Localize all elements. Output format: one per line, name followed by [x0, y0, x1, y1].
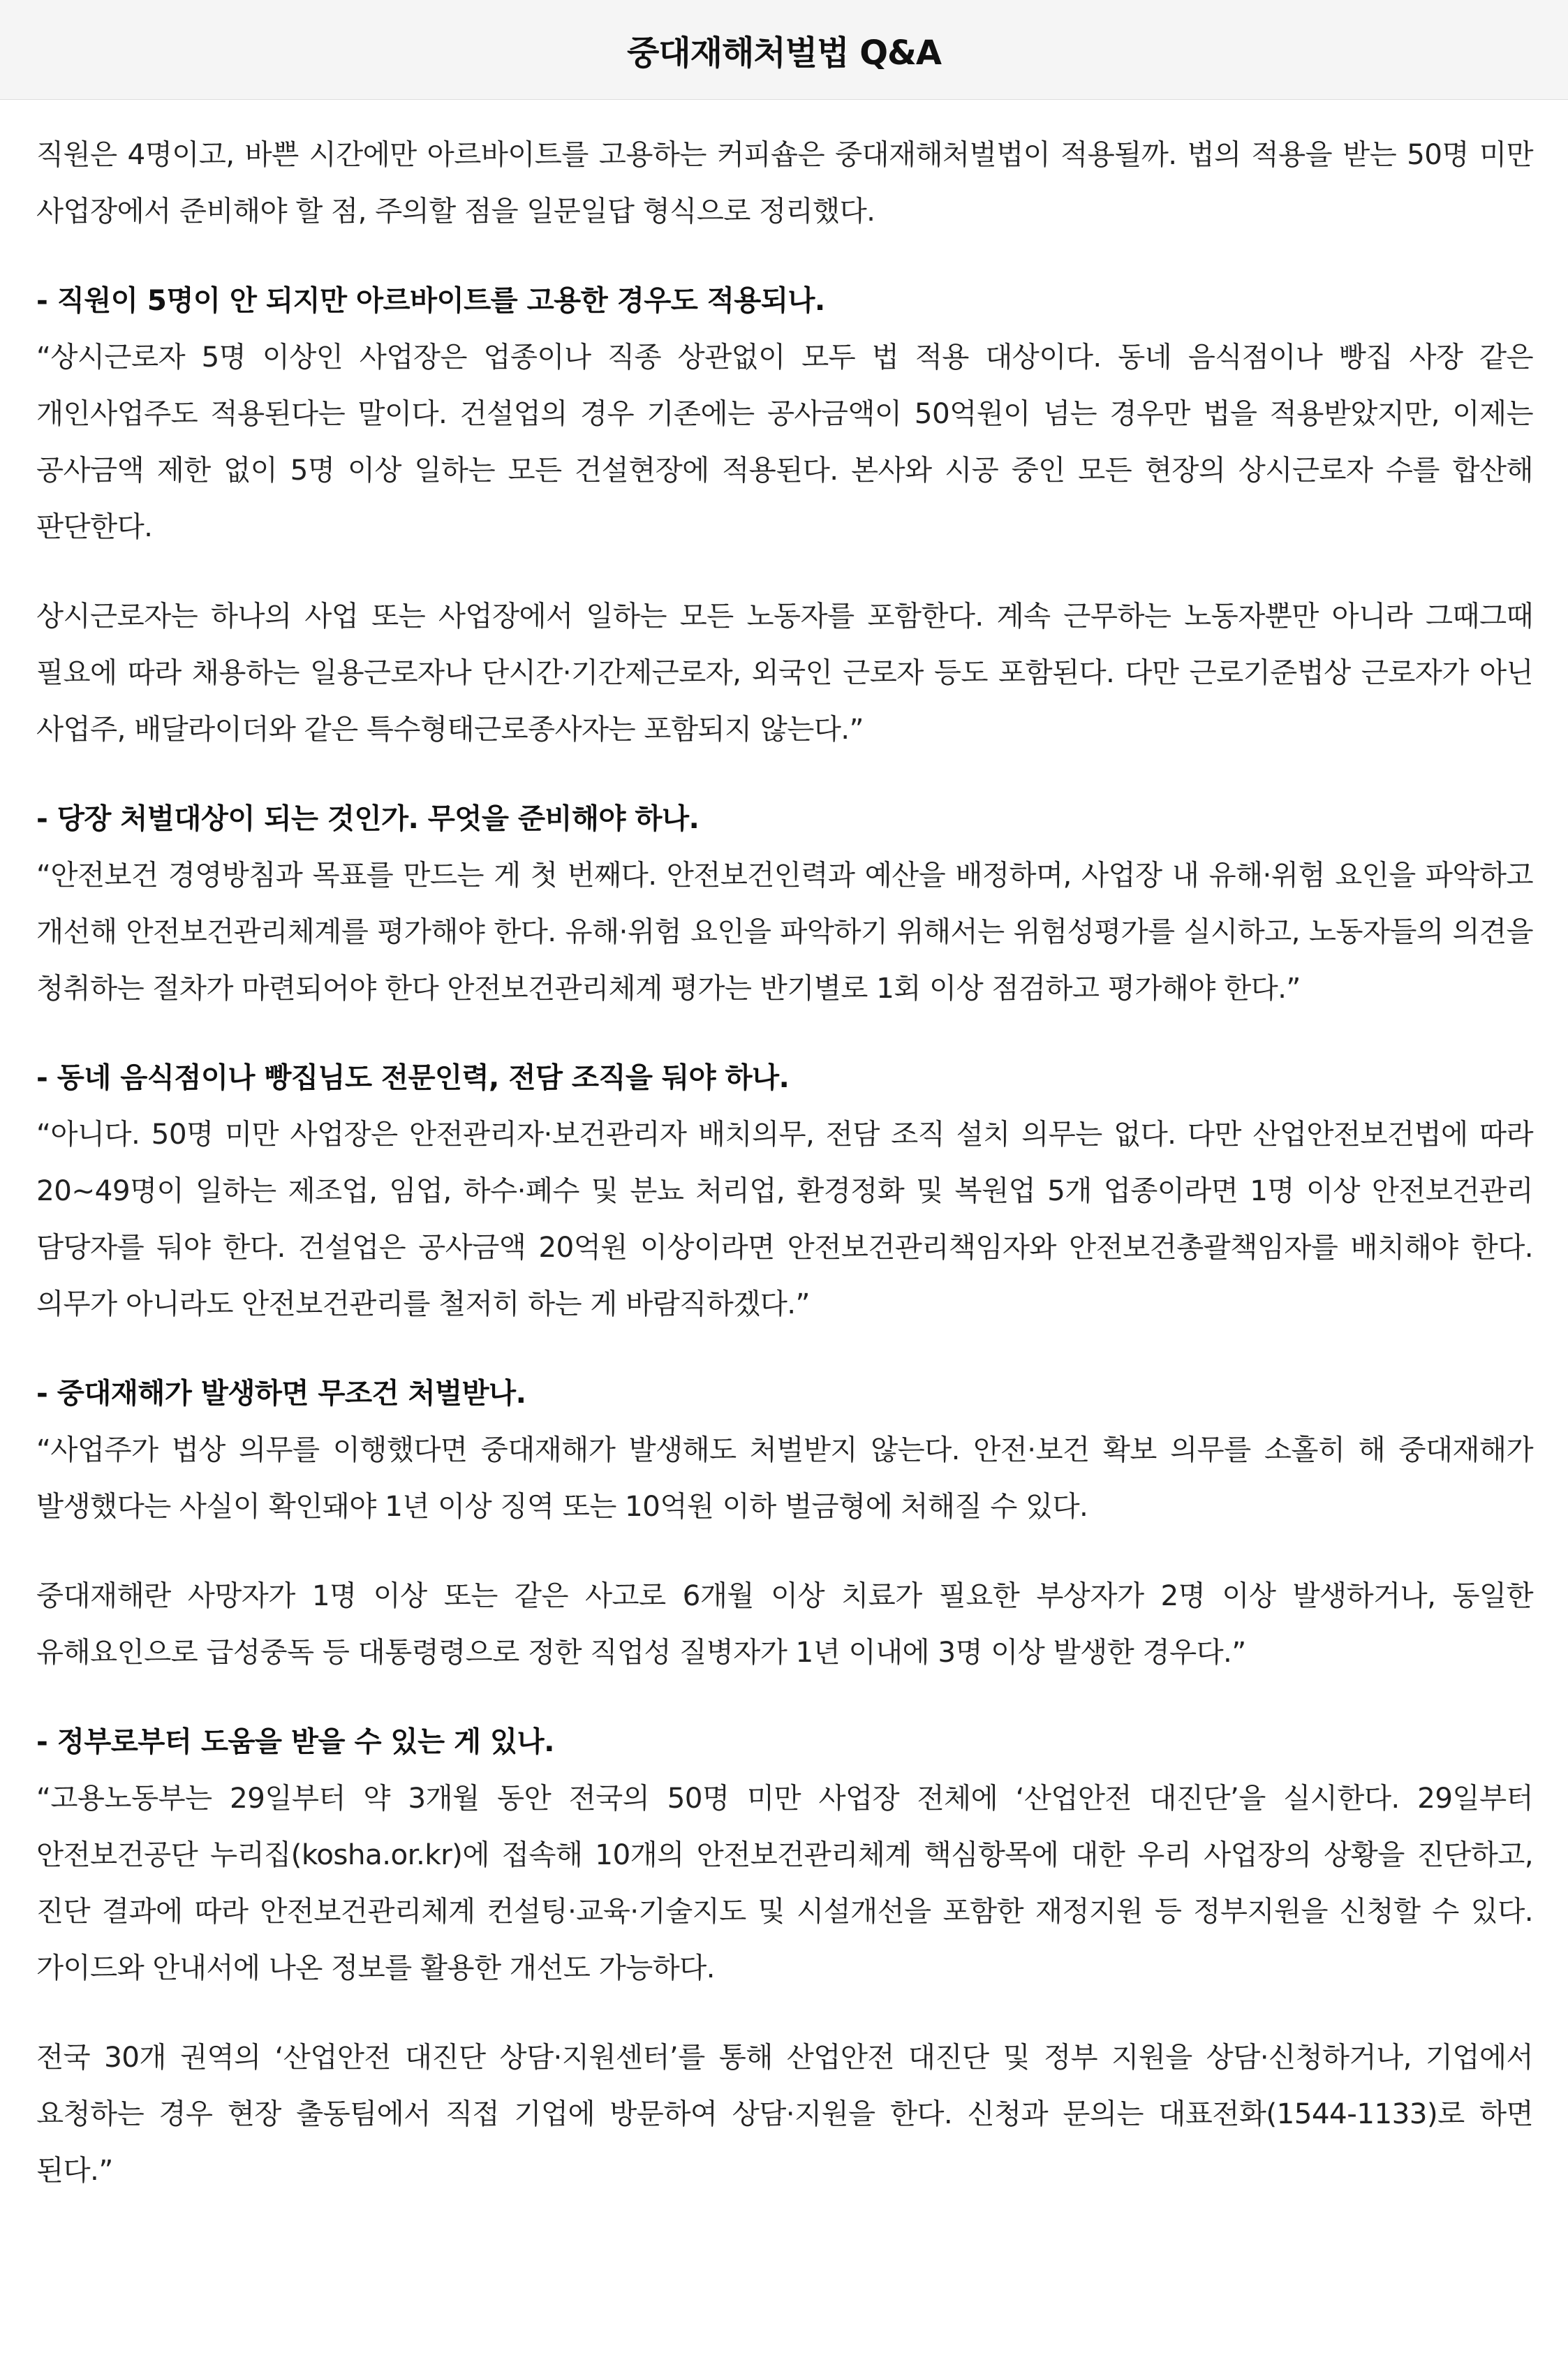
- page-header: [0, 0, 1568, 100]
- question-5: - 정부로부터 도움을 받을 수 있는 게 있나.: [36, 1725, 554, 1758]
- intro-paragraph: 직원은 4명이고, 바쁜 시간에만 아르바이트를 고용하는 커피숍은 중대재해처벌법이 적용될까. 법의 적용을 받는 50명 미만 사업장에서 준비해야 할 점, 주의할 점을 일문일답 형식으로 정리했다.: [36, 138, 1533, 228]
- answer-4-paragraph-1: “사업주가 법상 의무를 이행했다면 중대재해가 발생해도 처벌받지 않는다. 안전·보건 확보 의무를 소홀히 해 중대재해가 발생했다는 사실이 확인돼야 1년 이상 징역 또는 10억원 이하 벌금형에 처해질 수 있다.: [36, 1433, 1533, 1523]
- question-3: - 동네 음식점이나 빵집님도 전문인력, 전담 조직을 둬야 하나.: [36, 1061, 790, 1094]
- answer-5-paragraph-2: 전국 30개 권역의 ‘산업안전 대진단 상담·지원센터’를 통해 산업안전 대진단 및 정부 지원을 상담·신청하거나, 기업에서 요청하는 경우 현장 출동팀에서 직접 기업에 방문하여 상담·지원을 한다. 신청과 문의는 대표전화(1544-1133)로 하면 된다.”: [36, 2040, 1533, 2187]
- article-body: [0, 100, 1568, 2199]
- answer-3-paragraph-1: “아니다. 50명 미만 사업장은 안전관리자·보건관리자 배치의무, 전담 조직 설치 의무는 없다. 다만 산업안전보건법에 따라 20~49명이 일하는 제조업, 임업, 하수·폐수 및 분뇨 처리업, 환경정화 및 복원업 5개 업종이라면 1명 이상 안전보건관리 담당자를 둬야 한다. 건설업은 공사금액 20억원 이상이라면 안전보건관리책임자와 안전보건총괄책임자를 배치해야 한다. 의무가 아니라도 안전보건관리를 철저히 하는 게 바람직하겠다.”: [36, 1117, 1533, 1320]
- answer-4-paragraph-2: 중대재해란 사망자가 1명 이상 또는 같은 사고로 6개월 이상 치료가 필요한 부상자가 2명 이상 발생하거나, 동일한 유해요인으로 급성중독 등 대통령령으로 정한 직업성 질병자가 1년 이내에 3명 이상 발생한 경우다.”: [36, 1579, 1533, 1669]
- question-2: - 당장 처벌대상이 되는 것인가. 무엇을 준비해야 하나.: [36, 802, 700, 835]
- answer-1-paragraph-1: “상시근로자 5명 이상인 사업장은 업종이나 직종 상관없이 모두 법 적용 대상이다. 동네 음식점이나 빵집 사장 같은 개인사업주도 적용된다는 말이다. 건설업의 경우 기존에는 공사금액이 50억원이 넘는 경우만 법을 적용받았지만, 이제는 공사금액 제한 없이 5명 이상 일하는 모든 건설현장에 적용된다. 본사와 시공 중인 모든 현장의 상시근로자 수를 합산해 판단한다.: [36, 340, 1533, 543]
- page-title: 중대재해처벌법 Q&A: [626, 33, 942, 73]
- question-1: - 직원이 5명이 안 되지만 아르바이트를 고용한 경우도 적용되나.: [36, 283, 825, 317]
- answer-2-paragraph-1: “안전보건 경영방침과 목표를 만드는 게 첫 번째다. 안전보건인력과 예산을 배정하며, 사업장 내 유해·위험 요인을 파악하고 개선해 안전보건관리체계를 평가해야 한다. 유해·위험 요인을 파악하기 위해서는 위험성평가를 실시하고, 노동자들의 의견을 청취하는 절차가 마련되어야 한다 안전보건관리체계 평가는 반기별로 1회 이상 점검하고 평가해야 한다.”: [36, 858, 1533, 1005]
- answer-5-paragraph-1: “고용노동부는 29일부터 약 3개월 동안 전국의 50명 미만 사업장 전체에 ‘산업안전 대진단’을 실시한다. 29일부터 안전보건공단 누리집(kosha.or.kr)에 접속해 10개의 안전보건관리체계 핵심항목에 대한 우리 사업장의 상황을 진단하고, 진단 결과에 따라 안전보건관리체계 컨설팅·교육·기술지도 및 시설개선을 포함한 재정지원 등 정부지원을 신청할 수 있다. 가이드와 안내서에 나온 정보를 활용한 개선도 가능하다.: [36, 1781, 1533, 1984]
- question-4: - 중대재해가 발생하면 무조건 처벌받나.: [36, 1376, 526, 1410]
- answer-1-paragraph-2: 상시근로자는 하나의 사업 또는 사업장에서 일하는 모든 노동자를 포함한다. 계속 근무하는 노동자뿐만 아니라 그때그때 필요에 따라 채용하는 일용근로자나 단시간·기간제근로자, 외국인 근로자 등도 포함된다. 다만 근로기준법상 근로자가 아닌 사업주, 배달라이더와 같은 특수형태근로종사자는 포함되지 않는다.”: [36, 599, 1533, 746]
